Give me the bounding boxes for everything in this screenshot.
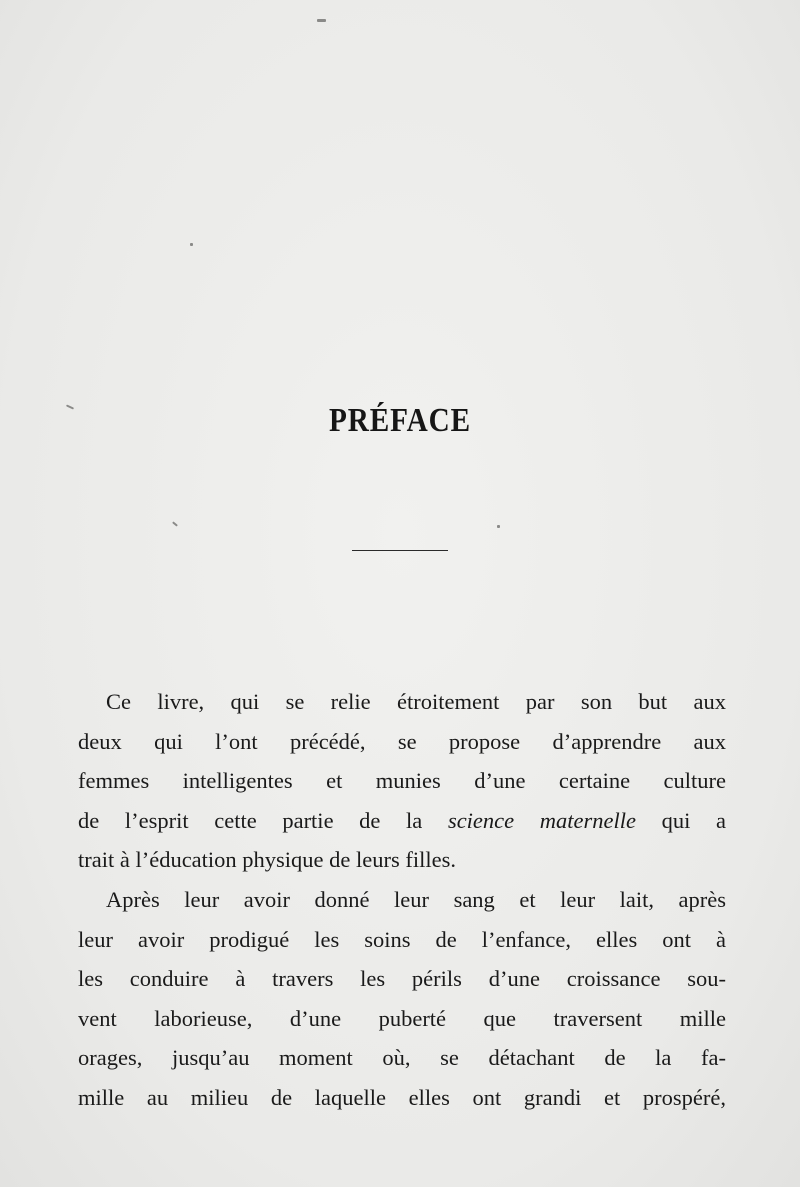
title-rule	[352, 550, 448, 551]
text-line: trait à l’éducation physique de leurs filles.	[78, 847, 457, 873]
text-line: vent laborieuse, d’une puberté que traversent mille	[78, 1005, 726, 1031]
text-segment: qui a	[636, 807, 727, 833]
text-line: orages, jusqu’au moment où, se détachant de la fa-	[78, 1045, 726, 1071]
text-line: Après leur avoir donné leur sang et leur lait, après	[106, 886, 726, 912]
print-speck	[172, 521, 178, 526]
text-line: deux qui l’ont précédé, se propose d’apprendre aux	[78, 728, 726, 754]
text-line: leur avoir prodigué les soins de l’enfance, elles ont à	[78, 926, 726, 952]
print-speck	[317, 19, 326, 22]
print-speck	[497, 525, 500, 528]
emphasized-text: science maternelle	[447, 807, 636, 833]
text-line	[78, 801, 726, 841]
text-line: Ce livre, qui se relie étroitement par son but aux	[106, 689, 726, 714]
page-title: PRÉFACE	[329, 402, 471, 439]
print-speck	[190, 243, 193, 246]
text-line: mille au milieu de laquelle elles ont grandi et prospéré,	[78, 1084, 726, 1110]
text-line: femmes intelligentes et munies d’une certaine culture	[78, 768, 726, 794]
preface-body	[78, 682, 726, 1118]
text-line: les conduire à travers les périls d’une croissance sou-	[78, 966, 726, 992]
text-segment: de l’esprit cette partie de la	[78, 807, 448, 833]
